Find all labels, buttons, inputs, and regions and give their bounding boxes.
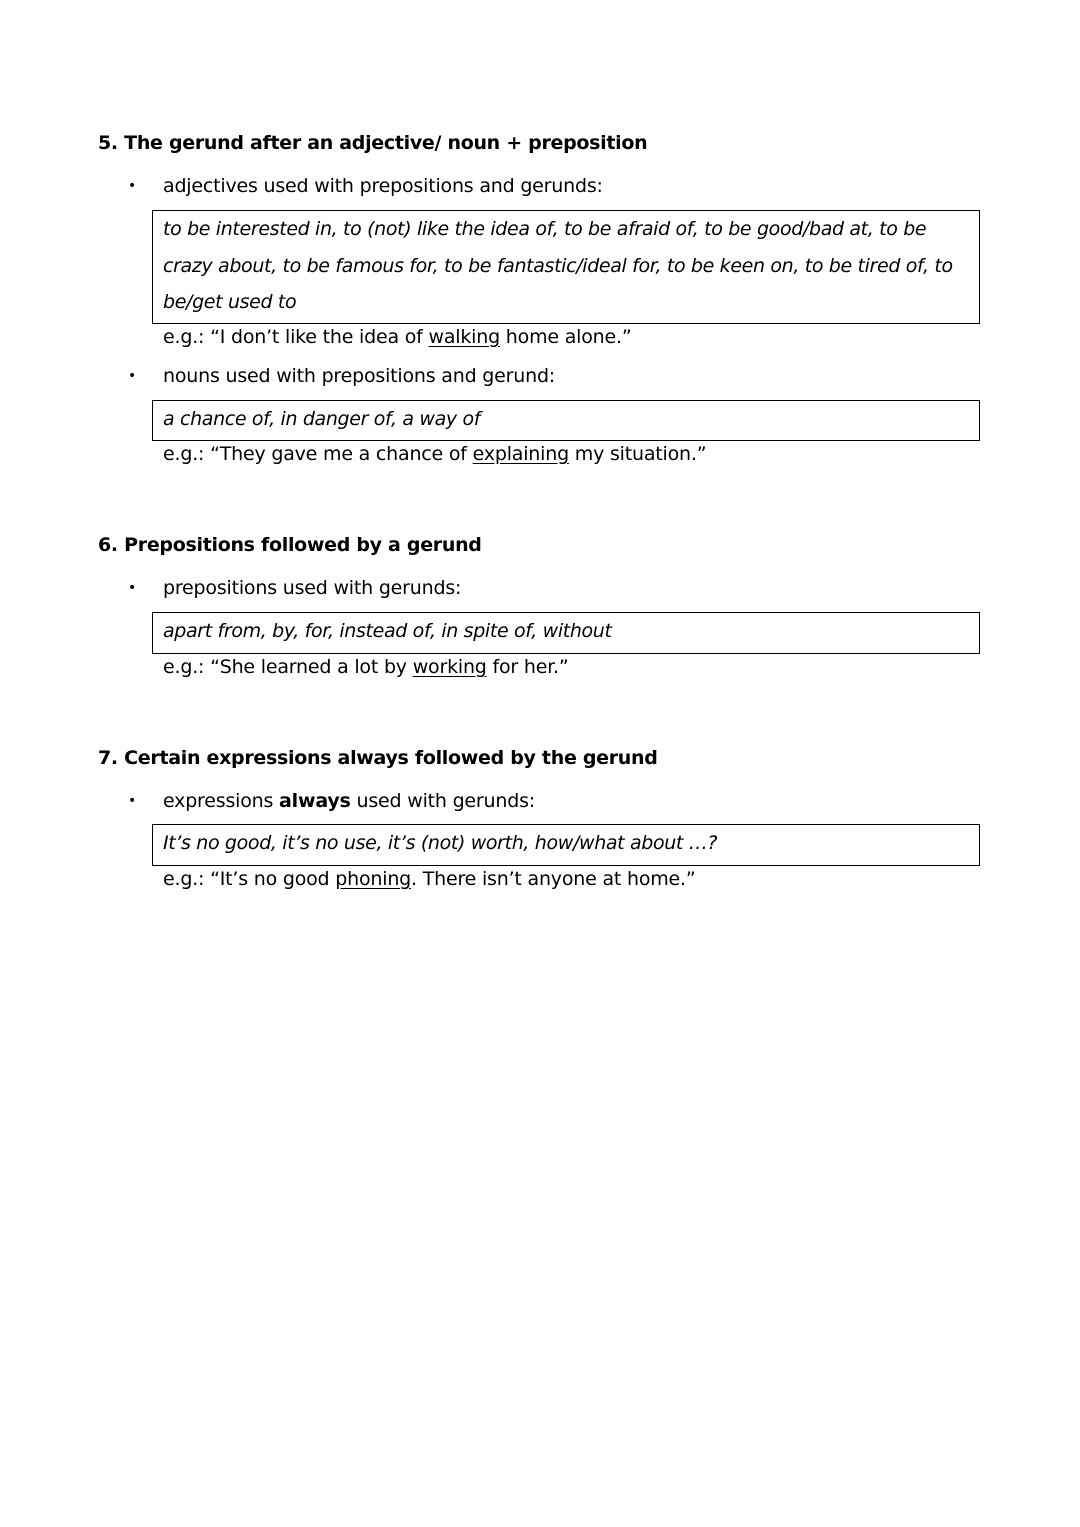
adjectives-bullet-item: [128, 173, 603, 199]
section-7-heading: 7. Certain expressions always followed by the gerund: [98, 747, 658, 769]
adjectives-intro: adjectives used with prepositions and gerunds:: [163, 175, 603, 197]
expressions-box: It’s no good, it’s no use, it’s (not) worth, how/what about …?: [152, 824, 980, 866]
prepositions-example: e.g.: “She learned a lot by working for her.”: [163, 656, 569, 678]
bullet-icon: •: [128, 178, 137, 194]
gerund-underlined: phoning: [335, 868, 412, 890]
nouns-intro: nouns used with prepositions and gerund:: [163, 365, 556, 387]
gerund-underlined: explaining: [472, 443, 569, 465]
bullet-icon: •: [128, 793, 137, 809]
bullet-icon: •: [128, 368, 137, 384]
bullet-icon: •: [128, 580, 137, 596]
gerund-underlined: walking: [428, 326, 500, 348]
gerund-underlined: working: [412, 656, 487, 678]
nouns-bullet-item: [128, 363, 555, 389]
nouns-expressions-box: a chance of, in danger of, a way of: [152, 400, 980, 441]
prepositions-bullet-item: [128, 575, 461, 601]
emphasis-always: always: [279, 790, 351, 812]
section-5-heading: 5. The gerund after an adjective/ noun + preposition: [98, 132, 648, 154]
section-6-heading: 6. Prepositions followed by a gerund: [98, 534, 482, 556]
adjectives-expressions-box: to be interested in, to (not) like the idea of, to be afraid of, to be good/bad at, to be crazy about, to be famous for, to be fantastic/ideal for, to be keen on, to be tired of, to be/get used to: [152, 210, 980, 324]
prepositions-box: apart from, by, for, instead of, in spite of, without: [152, 612, 980, 654]
adjectives-example: e.g.: “I don’t like the idea of walking home alone.”: [163, 326, 632, 348]
nouns-example: e.g.: “They gave me a chance of explaining my situation.”: [163, 443, 707, 465]
prepositions-intro: prepositions used with gerunds:: [163, 577, 462, 599]
expressions-example: e.g.: “It’s no good phoning. There isn’t anyone at home.”: [163, 868, 696, 890]
expressions-bullet-item: • expressions always used with gerunds:: [128, 790, 535, 812]
